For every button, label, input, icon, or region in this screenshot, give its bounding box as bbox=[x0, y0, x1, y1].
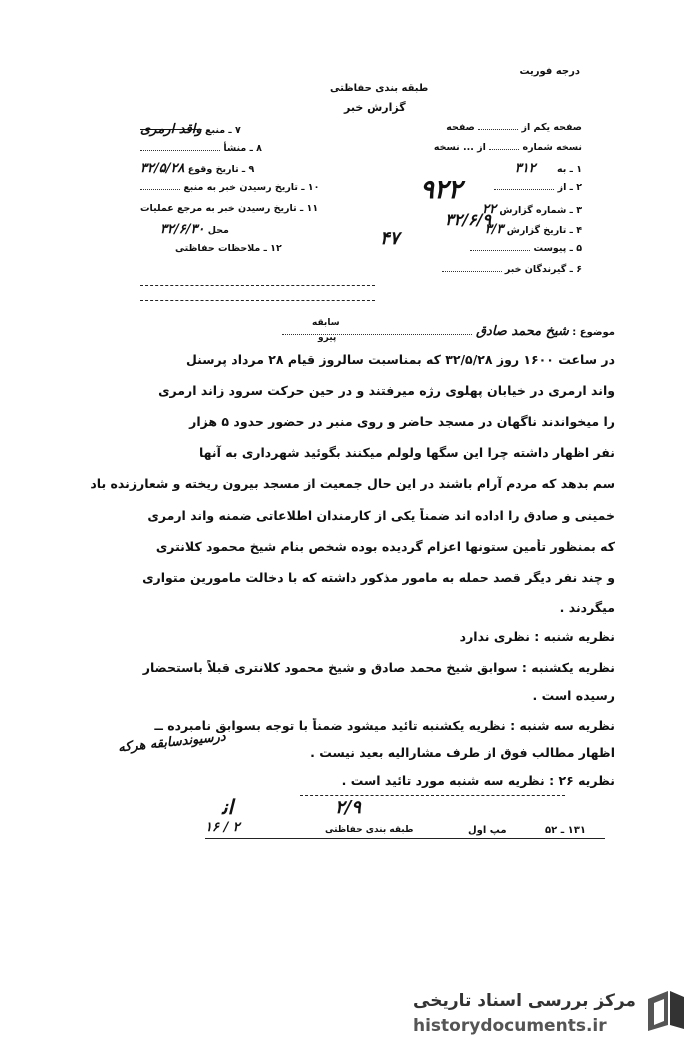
body-line: سم بدهد که مردم آرام باشند در این حال جمعیت از مسجد بیرون ریخته و شعارزنده باد bbox=[90, 476, 615, 491]
report-title: گزارش خبر bbox=[344, 101, 406, 114]
field-to: ۱ ـ به ۳۱۲ bbox=[514, 161, 582, 176]
opinion-line: نظریه سه شنبه : نظریه یکشنبه تائید میشود ضمناً با توجه بسوابق نامبرده ــ bbox=[154, 718, 615, 733]
logo-icon bbox=[640, 985, 690, 1035]
field-origin: ۸ ـ منشأ bbox=[140, 143, 262, 154]
handwritten-annotation: درسیوندسابقه هرکه bbox=[117, 729, 227, 756]
side-note-2: پیرو bbox=[318, 333, 337, 343]
body-line: نفر اظهار داشته چرا این سگها ولولم میکنند بگوئید شهرداری به آنها bbox=[198, 445, 615, 460]
field-source: ۷ ـ منبع واقد ارمری bbox=[140, 122, 241, 137]
footer-classification: طبقه بندی حفاظتی bbox=[325, 825, 414, 835]
handwritten-note: ۴۷ bbox=[380, 228, 400, 249]
field-security-notes: ۱۲ ـ ملاحظات حفاظتی bbox=[175, 243, 282, 254]
signature-center: ۲/۹ bbox=[335, 797, 361, 818]
field-attachment: ۵ ـ پیوست bbox=[470, 243, 582, 254]
field-report-date: ۴ ـ تاریخ گزارش ۳/۳ bbox=[484, 222, 582, 237]
signature-left: ﺍﻧ bbox=[222, 795, 234, 819]
opinion-line: اظهار مطالب فوق از طرف مشارالیه بعید نیست . bbox=[310, 745, 615, 760]
field-ops-date: ۱۱ ـ تاریخ رسیدن خبر به مرجع عملیات bbox=[140, 203, 319, 214]
degree-label: درجه فوریت bbox=[519, 66, 580, 77]
watermark-name: مرکز بررسی اسناد تاریخی bbox=[413, 991, 636, 1011]
divider bbox=[140, 300, 375, 301]
watermark-url: historydocuments.ir bbox=[413, 1016, 607, 1036]
opinion-line: نظریه شنبه : نظری ندارد bbox=[459, 629, 615, 644]
body-line: میگردند . bbox=[559, 600, 615, 615]
body-line: در ساعت ۱۶۰۰ روز ۳۲/۵/۲۸ که بمناسبت سالروز قیام ۲۸ مرداد پرسنل bbox=[185, 352, 615, 367]
subject-line: موضوع : شیخ محمد صادق bbox=[282, 324, 615, 339]
divider bbox=[205, 838, 605, 839]
body-line: واند ارمری در خیابان پهلوی رژه میرفتند و در حین حرکت سرود زاند ارمری bbox=[158, 383, 615, 398]
body-line: را میخواندند ناگهان در مسجد حاضر و روی منبر در حضور حدود ۵ هزار bbox=[189, 414, 615, 429]
opinion-line: نظریه ۲۶ : نظریه سه شنبه مورد تائید است . bbox=[341, 773, 615, 788]
side-note-1: سابقه bbox=[312, 318, 340, 328]
field-page: صفحه یکم از صفحه bbox=[446, 122, 582, 133]
opinion-line: نظریه یکشنبه : سوابق شیخ محمد صادق و شیخ محمود کلانتری قبلاً باستحضار bbox=[142, 660, 615, 675]
field-report-number: ۳ ـ شماره گزارش ۲۲ bbox=[482, 202, 582, 217]
body-line: که بمنظور تأمین ستونها اعزام گردیده بوده شخص بنام شیخ محمود کلانتری bbox=[155, 539, 615, 554]
divider bbox=[140, 285, 375, 286]
field-source-date: ۱۰ ـ تاریخ رسیدن خبر به منبع bbox=[140, 182, 319, 193]
body-line: و چند نفر دیگر قصد حمله به مامور مذکور داشته که با دخالت مامورین متواری bbox=[142, 570, 615, 585]
field-from: ۲ ـ از bbox=[494, 182, 582, 193]
opinion-line: رسیده است . bbox=[532, 688, 615, 703]
field-event-date: ۹ ـ تاریخ وقوع ۳۲/۵/۲۸ bbox=[140, 161, 255, 176]
dept-label: طبقه بندی حفاظتی bbox=[330, 83, 429, 94]
divider bbox=[300, 795, 565, 796]
handwritten-date: ۳۲/۶/۹ bbox=[445, 210, 492, 229]
field-recipients: ۶ ـ گیرندگان خبر bbox=[442, 264, 583, 275]
body-line: خمینی و صادق را اداده اند ضمناً یکی از کارمندان اطلاعاتی ضمنه واند ارمری bbox=[147, 508, 615, 523]
field-copy: نسخه شماره از ... نسخه bbox=[433, 142, 582, 153]
field-place: محل ۳۲/۶/۳۰ bbox=[160, 222, 229, 237]
footer-copy: مپ اول bbox=[468, 825, 507, 836]
footer-left-sign: ۱۶ / ۲ bbox=[205, 820, 240, 835]
footer-code: ۱۳۱ ـ ۵۲ bbox=[545, 825, 586, 836]
handwritten-number: ۹۲۲ bbox=[420, 175, 462, 205]
